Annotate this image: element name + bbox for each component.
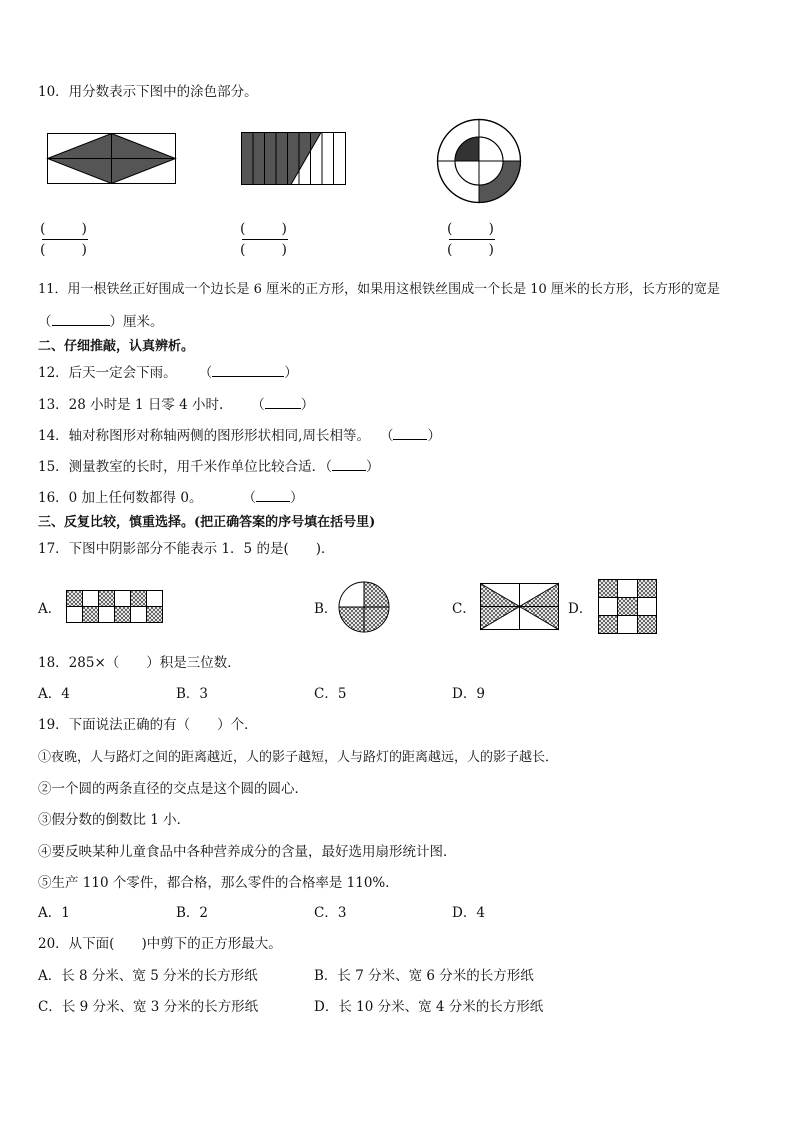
q17-option-b-circle [338,581,390,633]
q19-option-d[interactable]: D．4 [452,905,485,921]
q17-option-a-label[interactable]: A． [38,601,62,617]
q20-option-c[interactable]: C．长 9 分米、宽 3 分米的长方形纸 [38,999,259,1015]
answer-blank[interactable] [256,488,290,502]
question-17: 17．下图中阴影部分不能表示 1．5 的是( )． [38,541,335,557]
question-18: 18．285×（ ）积是三位数． [38,655,241,671]
q19-option-a[interactable]: A．1 [38,905,70,921]
fraction-blank-2[interactable]: ( ) ( ) [240,221,287,258]
q19-statement-4: ④要反映某种儿童食品中各种营养成分的含量，最好选用扇形统计图． [38,844,457,860]
q17-option-d-grid [598,579,658,635]
q17-option-b-label[interactable]: B． [314,601,338,617]
question-11: 11．用一根铁丝正好围成一个边长是 6 厘米的正方形，如果用这根铁丝围成一个长是 10 厘米的长方形，长方形的宽是 [38,282,720,297]
q17-option-c-label[interactable]: C． [452,601,476,617]
question-16: 16．0 加上任何数都得 0。 （ ） [38,490,304,506]
q19-statement-1: ①夜晚，人与路灯之间的距离越近，人的影子越短，人与路灯的距离越远，人的影子越长． [38,750,559,765]
q17-option-a-grid [66,590,163,624]
question-10: 10．用分数表示下图中的涂色部分。 [38,84,258,100]
q19-statement-3: ③假分数的倒数比 1 小． [38,812,191,828]
q19-statement-2: ②一个圆的两条直径的交点是这个圆的圆心． [38,781,308,797]
figure-shaded-strips [241,132,347,186]
figure-diamond-rectangle [47,133,177,185]
q18-option-d[interactable]: D．9 [452,686,485,702]
q17-option-d-label[interactable]: D． [568,601,593,617]
q19-statement-5: ⑤生产 110 个零件，都合格，那么零件的合格率是 110%． [38,875,399,891]
figure-ring [436,118,522,204]
question-13: 13．28 小时是 1 日零 4 小时. （ ） [38,397,315,413]
q17-option-c-rectangle [480,583,560,631]
question-11-answer[interactable]: （ ）厘米。 [38,314,164,330]
q18-option-b[interactable]: B．3 [176,686,209,702]
answer-blank[interactable] [212,363,284,377]
q18-option-a[interactable]: A．4 [38,686,70,702]
question-14: 14．轴对称图形对称轴两侧的图形形状相同,周长相等。 （ ） [38,428,441,444]
question-20: 20．从下面( )中剪下的正方形最大。 [38,936,282,952]
q20-option-a[interactable]: A．长 8 分米、宽 5 分米的长方形纸 [38,968,258,984]
answer-blank[interactable] [393,426,427,440]
fraction-blank-1[interactable]: ( ) ( ) [40,221,87,258]
question-19: 19．下面说法正确的有（ ）个． [38,717,258,733]
q20-option-b[interactable]: B．长 7 分米、宽 6 分米的长方形纸 [314,968,534,984]
q18-option-c[interactable]: C．5 [314,686,347,702]
q19-option-b[interactable]: B．2 [176,905,209,921]
section-3-heading: 三、反复比较，慎重选择。(把正确答案的序号填在括号里) [38,515,376,530]
q20-option-d[interactable]: D．长 10 分米、宽 4 分米的长方形纸 [314,999,544,1015]
answer-blank[interactable] [265,395,301,409]
answer-blank[interactable] [332,457,366,471]
section-2-heading: 二、仔细推敲，认真辨析。 [38,339,195,354]
q19-option-c[interactable]: C．3 [314,905,347,921]
question-15: 15．测量教室的长时，用千米作单位比较合适．（ ） [38,459,380,475]
fraction-blank-3[interactable]: ( ) ( ) [447,221,494,258]
question-12: 12．后天一定会下雨。 （ ） [38,365,298,381]
